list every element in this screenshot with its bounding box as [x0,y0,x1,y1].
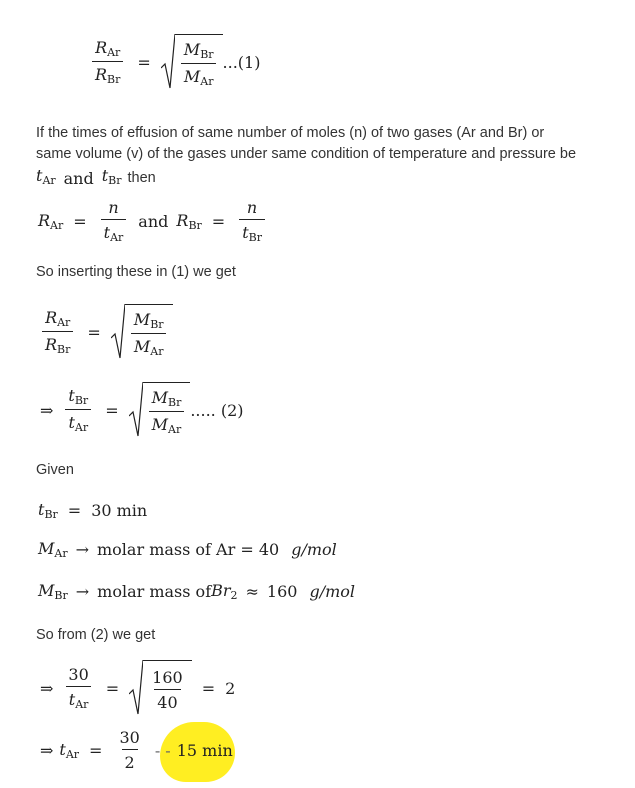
ar-subscript: Ar [74,421,89,434]
ar-subscript: Ar [150,344,164,358]
sqrt-numerator: 160 [152,667,183,687]
denominator-2: 2 [122,749,138,772]
ar-subscript: Ar [107,46,121,59]
equals-sign: = [67,501,82,520]
br-subscript: Br [57,343,71,356]
molar-mass-ratio-fraction [181,40,217,88]
ar-subscript: Ar [75,698,89,711]
ar-subscript: Ar [65,747,80,761]
implies-arrow: ⇒ [40,400,54,420]
equals-sign: = [211,211,226,231]
ar-subscript: Ar [54,547,68,560]
br-subscript: Br [44,508,58,521]
given-label: Given [36,462,74,478]
paragraph-line-2: same volume (v) of the gases under same condition of temperature and pressure be [36,146,577,162]
t-symbol: t [68,413,75,432]
m-symbol: M [133,309,151,329]
square-root [161,34,223,90]
calculation-2 [40,728,233,772]
calculation-1 [40,660,235,716]
numerator-30: 30 [68,665,89,684]
time-ratio-fraction [65,386,91,434]
ar-subscript: Ar [110,231,124,244]
equals-sign: = [137,52,151,72]
equals-sign: = [89,740,103,760]
two-subscript: 2 [230,589,238,602]
t-symbol: t [68,386,75,405]
r-symbol: R [45,308,58,327]
equals-sign: = [87,322,101,342]
calc-1-result: 2 [225,678,236,698]
m-symbol: M [151,387,168,407]
r-symbol: R [176,210,189,230]
ar-subscript: Ar [168,422,182,436]
equation-1-tag: ...(1) [222,52,261,72]
n-symbol: n [246,198,258,217]
equation-2 [40,382,244,438]
t-symbol: t [68,690,76,709]
implies-arrow: ⇒ [40,740,54,760]
final-answer: 15 min [176,740,233,760]
br-subscript: Br [167,395,182,409]
square-root [129,382,191,438]
r-symbol: R [38,210,51,230]
t-symbol: t [242,223,249,242]
m-ar-text: molar mass of Ar = 40 [97,540,280,559]
then-word: then [127,169,156,186]
and-word: and [138,211,169,231]
m-symbol: M [38,581,55,600]
t-br-value: 30 min [91,501,148,520]
equation-1 [88,34,260,90]
m-symbol: M [183,66,201,86]
rate-ratio-fraction [92,38,123,86]
m-symbol: M [183,39,201,59]
given-t-br [38,500,147,521]
so-from-text: So from (2) we get [36,627,156,643]
br-subscript: Br [54,589,68,602]
br-subscript: Br [107,73,121,86]
square-root [129,660,192,716]
equals-sign: = [105,678,120,698]
equation-1-restated [38,304,173,360]
ar-subscript: Ar [57,316,71,329]
m-br-text: molar mass of [97,582,212,601]
ar-subscript: Ar [42,174,56,187]
ar-subscript: Ar [50,218,64,232]
dashes: - - [154,740,171,760]
thirty-over-two-fraction [116,728,142,772]
t-symbol: t [38,500,45,519]
equals-sign: = [73,211,87,231]
approx-sign: ≈ [245,582,259,601]
r-symbol: R [45,335,58,354]
r-symbol: R [95,38,108,57]
radical-sign-icon [161,34,175,90]
m-br-unit: g/mol [309,582,356,601]
t-symbol: t [103,223,111,242]
br-subscript: Br [200,47,214,61]
br-subscript: Br [74,394,89,407]
rate-equations [38,198,269,244]
given-m-br [38,581,355,602]
br-subscript: Br [248,231,262,244]
br-subscript: Br [108,174,122,187]
square-root [111,304,173,360]
br-formula: Br [211,581,231,600]
ar-subscript: Ar [200,74,214,88]
numerator-30: 30 [119,728,140,747]
right-arrow: → [75,540,89,559]
m-br-value: 160 [266,582,298,601]
molar-mass-ratio-fraction [131,310,167,358]
t-symbol: t [36,166,43,185]
equals-sign: = [201,678,216,698]
and-word: and [63,168,94,188]
t-symbol: t [59,739,66,759]
n-over-t-br-fraction [239,198,265,244]
molar-mass-ratio-fraction [149,388,185,436]
implies-arrow: ⇒ [40,678,54,698]
radical-sign-icon [111,304,125,360]
rate-ratio-fraction [42,308,73,356]
m-symbol: M [38,539,55,558]
inserting-text: So inserting these in (1) we get [36,264,236,280]
radical-sign-icon [129,382,143,438]
sqrt-denominator: 40 [154,689,180,712]
br-subscript: Br [188,218,202,232]
given-m-ar [38,539,337,560]
radical-sign-icon [129,660,143,716]
intro-paragraph [36,123,576,191]
m-symbol: M [133,336,151,356]
r-symbol: R [95,65,108,84]
right-arrow: → [75,582,90,601]
thirty-over-t-ar-fraction [65,665,91,711]
mass-value-fraction [149,668,186,712]
m-symbol: M [151,414,169,434]
n-over-t-ar-fraction [101,198,127,244]
br-subscript: Br [150,317,164,331]
equals-sign: = [105,400,119,420]
paragraph-line-1: If the times of effusion of same number of moles (n) of two gases (Ar and Br) or [36,125,545,141]
n-symbol: n [108,198,119,217]
equation-2-tag: ..... (2) [190,400,244,420]
t-symbol: t [101,166,109,185]
m-ar-unit: g/mol [291,540,337,559]
